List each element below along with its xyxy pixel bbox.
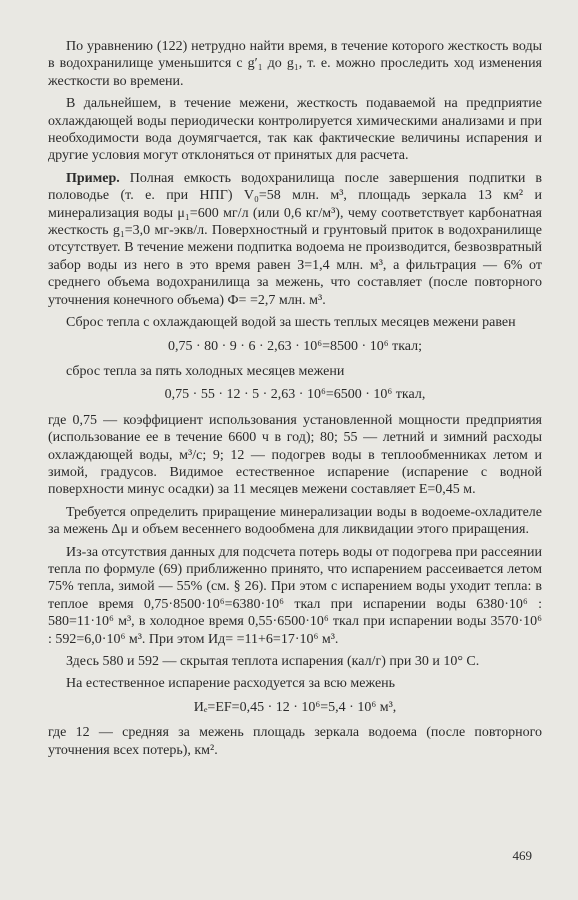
paragraph-where-coefficients: где 0,75 — коэффициент использования установленной мощности предприятия (использование ее в течение 6600 ч в год); 80; 55 — летний и зимний расходы охлаждающей воды, м³/с; 9; 12 — подогрев воды в теплообменниках летом и зимой, градусов. Видимое естественное испарение (испарение с водной поверхности минус осадки) за 11 месяцев межени составляет E=0,45 м. xyxy=(48,412,542,498)
paragraph-example xyxy=(48,170,542,309)
paragraph-low-water-control: В дальнейшем, в течение межени, жесткость подаваемой на предприятие охлаждающей воды периодически контролируется химическими анализами и при необходимости вода доумягчается, так как фактические величины испарения и другие условия могут отклоняться от принятых для расчета. xyxy=(48,96,542,164)
formula-cold-heat: 0,75 · 55 · 12 · 5 · 2,63 · 10⁶=6500 · 10⁶ ткал, xyxy=(164,387,426,403)
page-number: 469 xyxy=(512,847,532,863)
paragraph-evaporation-losses: Из-за отсутствия данных для подсчета потерь воды от подогрева при рассеянии тепла по формуле (69) приближенно принято, что испарением рассеивается летом 75% тепла, зимой — 55% (см. § 26). При этом с испарением воды уходит тепла: в теплое время 0,75·8500·10⁶=6380·10⁶ ткал при испарении воды 6380·10⁶ : 580=11·10⁶ м³, в холодное время 0,55·6500·10⁶ ткал при испарении воды 3570·10⁶ : 592=6,0·10⁶ м³. При этом Ид= =11+6=17·10⁶ м³. xyxy=(48,544,542,647)
paragraph-heat-warm: Сброс тепла с охлаждающей водой за шесть теплых месяцев межени равен xyxy=(66,315,516,331)
paragraph-natural-evaporation: На естественное испарение расходуется за всю межень xyxy=(66,676,396,692)
paragraph-required: Требуется определить приращение минерализации воды в водоеме-охладителе за межень Δμ и объем весеннего водообмена для ликвидации этого приращения. xyxy=(48,504,542,538)
paragraph-heat-cold: сброс тепла за пять холодных месяцев межени xyxy=(66,363,345,379)
paragraph-equation-122: По уравнению (122) нетрудно найти время, в течение которого жесткость воды в водохранилище уменьшится с g′₁ до g₁, т. е. можно проследить ход изменения жесткости во времени. xyxy=(48,39,542,89)
paragraph-latent-heat: Здесь 580 и 592 — скрытая теплота испарения (кал/г) при 30 и 10° С. xyxy=(66,654,480,669)
example-text: Полная емкость водохранилища после завершения подпитки в половодье (т. е. при НПГ) V₀=58 млн. м³, площадь зеркала 13 км² и минерализация воды μ₁=600 мг/л (или 0,6 кг/м³), чему соответствует карбонатная жесткость g₁=3,0 мг-экв/л. Поверхностный и грунтовый приток в водохранилище отсутствует. В течение межени подпитка водоема не производится, безвозвратный забор воды из него в это время равен З=1,4 млн. м³, а фильтрация — 6% от среднего объема водохранилища за межень, что составляет (после повторного уточнения конечного объема) Ф= =2,7 млн. м³. xyxy=(48,170,542,308)
paragraph-where-area: где 12 — средняя за межень площадь зеркала водоема (после повторного уточнения всех потерь), км². xyxy=(48,725,542,758)
formula-warm-heat: 0,75 · 80 · 9 · 6 · 2,63 · 10⁶=8500 · 10⁶ ткал; xyxy=(167,338,423,354)
formula-natural-evaporation: Иₑ=EF=0,45 · 12 · 10⁶=5,4 · 10⁶ м³, xyxy=(193,699,397,715)
example-label: Пример. xyxy=(66,170,120,186)
